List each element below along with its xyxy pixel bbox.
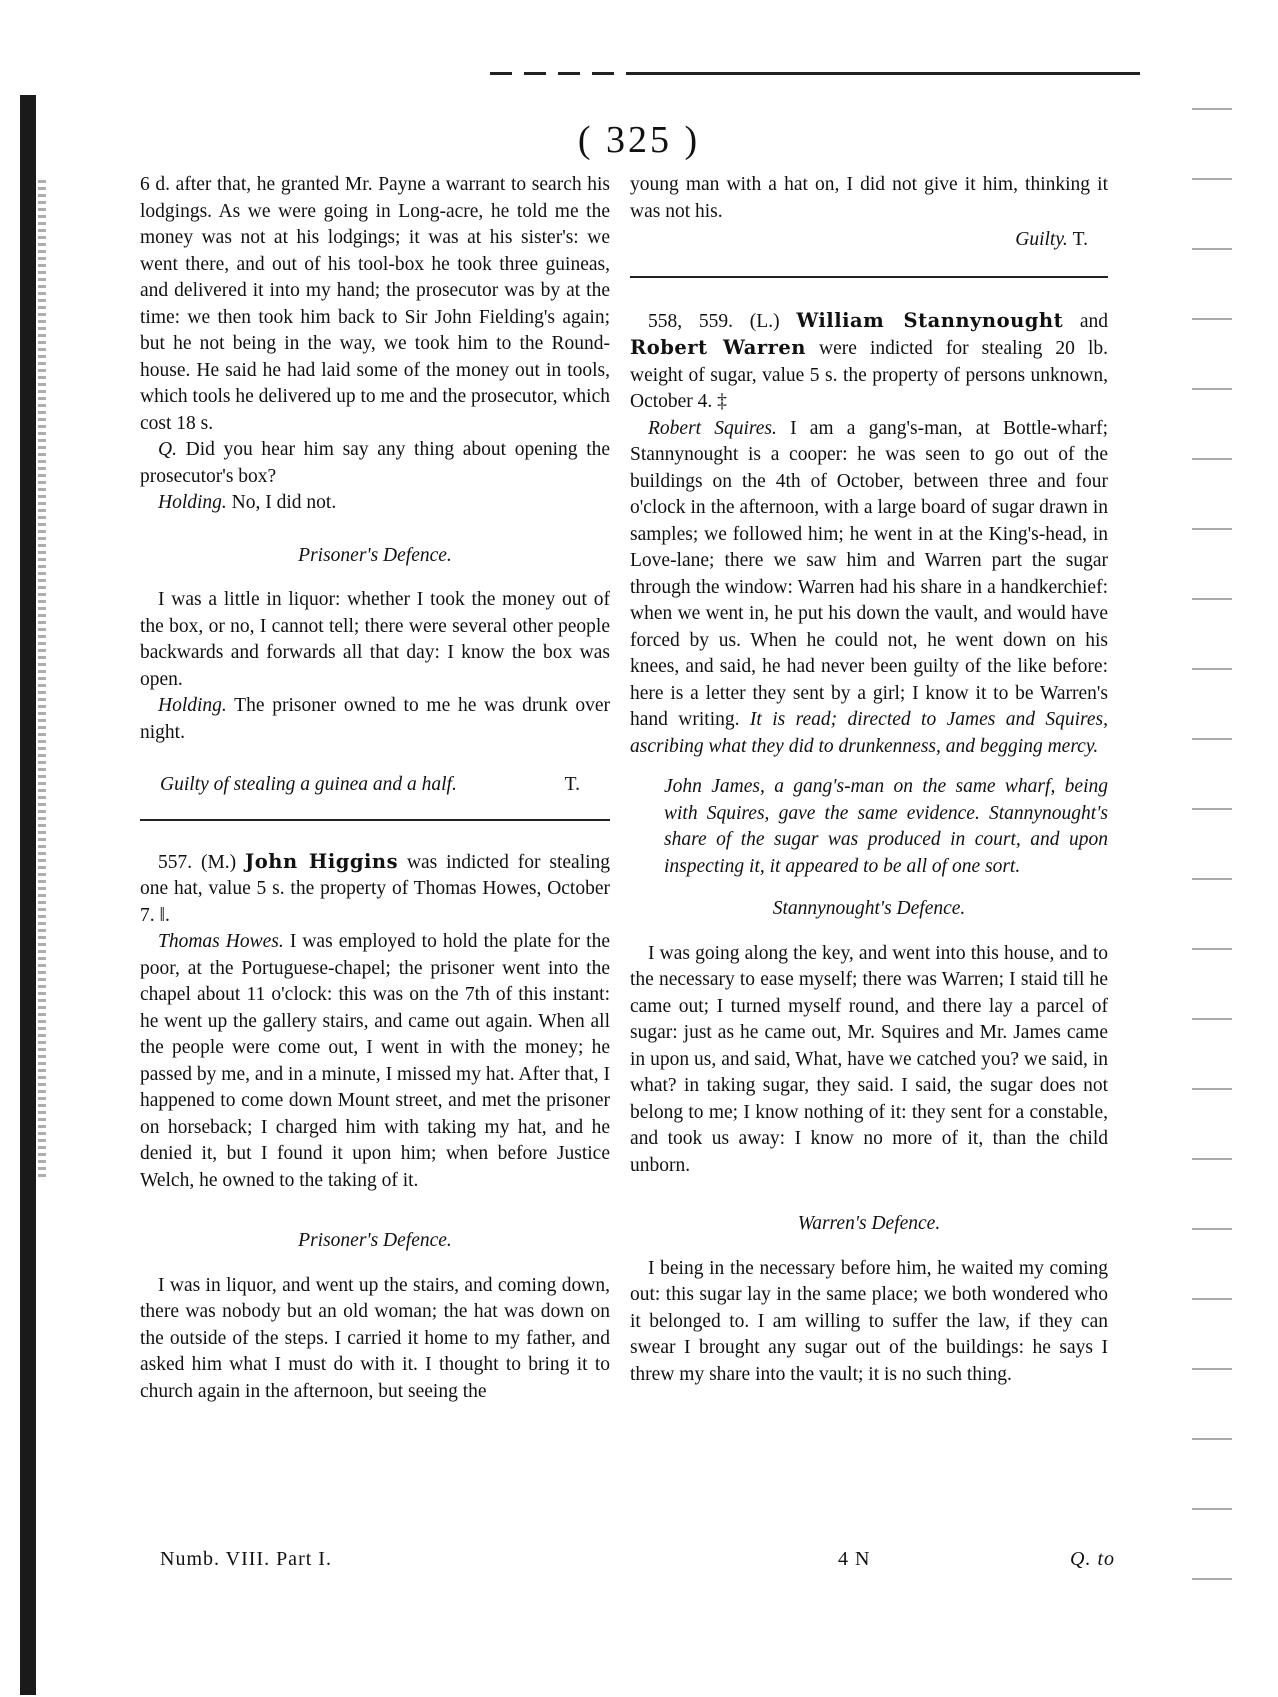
question-text: Did you hear him say any thing about opening the prosecutor's box? [140,439,611,487]
paragraph: I was a little in liquor: whether I took the money out of the box, or no, I cannot tell; there were several other people backwards and forwards all that day: I know the box was open. [140,589,610,690]
section-rule [140,819,610,821]
testimony-note: It is read; directed to James and Squires, ascribing what they did to drunkenness, and begging mercy. [630,709,1108,757]
verdict-mark: T. [564,774,580,795]
left-column [140,172,610,1405]
paragraph [140,693,610,746]
paragraph: I was in liquor, and went up the stairs, and coming down, there was nobody but an old woman; the hat was down on the outside of the steps. I carried it home to my father, and asked him what I must do with it. I thought to bring it to church again in the afternoon, but seeing the [140,1274,610,1402]
defendant-name: William Stannynought [796,308,1064,332]
section-heading: Prisoner's Defence. [298,544,452,566]
section-heading: Stannynought's Defence. [772,898,966,919]
conjunction: and [1079,310,1109,332]
paragraph: I being in the necessary before him, he waited my coming out: this sugar lay in the same place; we both wondered who it belonged to. I am willing to suffer the law, if they can swear I brought any sugar out of the buildings: he says I threw my share into the vault; it is no such thing. [630,1257,1108,1385]
paragraph: I was going along the key, and went into this house, and to the necessary to ease myself; there was Warren; I staid till he came out; I turned myself round, and there lay a parcel of sugar: just as he came out, Mr. Squires and Mr. James came in upon us, and said, What, have we catched you? we said, in what? in taking sugar, they said. I said, the sugar does not belong to me; I know nothing of it: they sent for a constable, and took us away: I know no more of it, than the child unborn. [630,942,1108,1176]
binding-edge [20,95,36,1695]
testimony [140,929,610,1194]
right-column [630,172,1108,1388]
defendant-name: Robert Warren [630,336,806,359]
verdict [630,227,1108,254]
top-rule [640,72,1140,75]
verdict [140,772,610,799]
testimony [630,416,1108,761]
speaker-label: Thomas Howes. [158,931,284,952]
paragraph: 6 d. after that, he granted Mr. Payne a warrant to search his lodgings. As we were going in Long-acre, he told me the money was not at his lodgings; it was at his sister's: we went there, and out of his tool-box he took three guineas, and delivered it into my hand; the prosecutor was by at the time: we then took him back to Sir John Fielding's again; but he not being in the way, we took him to the Round-house. He said he had laid some of the money out in tools, which tools he delivered up to me and the prosecutor, which cost 18 s. [140,174,610,434]
verdict-text: Guilty. [1015,229,1068,250]
section-rule [630,276,1108,278]
section-heading: Warren's Defence. [797,1213,941,1234]
signature-mark: 4 N [838,1548,871,1570]
paragraph-text: The prisoner owned to me he was drunk over night. [140,695,610,743]
catchword: Q. to [1070,1548,1115,1570]
section-heading: Prisoner's Defence. [298,1230,452,1251]
verdict-text: Guilty of stealing a guinea and a half. [160,774,457,795]
case-number: 558, 559. (L.) [648,310,780,332]
footer-number: Numb. VIII. Part I. [160,1548,332,1570]
case-text: were indicted for stealing 20 lb. weight of sugar, value 5 s. the property of persons unknown, October 4. ‡ [630,338,1108,412]
speaker-label: Holding. [158,492,227,513]
case-text: was indicted for stealing one hat, value 5 s. the property of Thomas Howes, October 7. ‖. [140,851,611,926]
testimony-note: John James, a gang's-man on the same wharf, being with Squires, gave the same evidence. Stannynought's share of the sugar was produced in court, and upon inspecting it, it appeared to be all of one sort. [664,776,1108,877]
case-number: 557. (M.) [158,851,237,873]
verdict-mark: T. [1072,229,1088,250]
case-entry [140,849,610,930]
paragraph: young man with a hat on, I did not give it him, thinking it was not his. [630,174,1108,222]
speaker-label: Robert Squires. [648,417,777,439]
answer-text: No, I did not. [231,492,337,513]
case-entry [630,308,1108,416]
binding-shadow [38,180,46,1180]
answer [140,490,610,517]
question-label: Q. [158,439,177,460]
page-number: ( 325 ) [577,119,701,161]
testimony-text: I am a gang's-man, at Bottle-wharf; Stannynought is a cooper: he was seen to go out of the buildings on the 4th of October, between three and four o'clock in the afternoon, with a large board of sugar drawn in samples; we followed him; he went in at the King's-head, in Love-lane; there we saw him and Warren part the sugar through the window: Warren had his share in a handkerchief: when we went in, he put his down the vault, and would have forced by us. When he could not, he went down on his knees, and said, he had never been guilty of the like before: here is a letter they sent by a girl; I know it to be Warren's hand writing. [630,417,1109,730]
testimony-text: I was employed to hold the plate for the poor, at the Portuguese-chapel; the prisoner went into the chapel about 11 o'clock: this was on the 7th of this instant: he went up the gallery stairs, and came out again. When all the people were come out, I went in with the money; he passed by me, and in a minute, I missed my hat. After that, I happened to come down Mount street, and met the prisoner on horseback; I charged him with taking my hat, and he denied it, but I found it upon him; when before Justice Welch, he owned to the taking of it. [140,931,610,1191]
defendant-name: John Higgins [245,849,399,873]
question [140,437,610,490]
speaker-label: Holding. [158,695,227,716]
right-margin-marks [1192,70,1232,1590]
